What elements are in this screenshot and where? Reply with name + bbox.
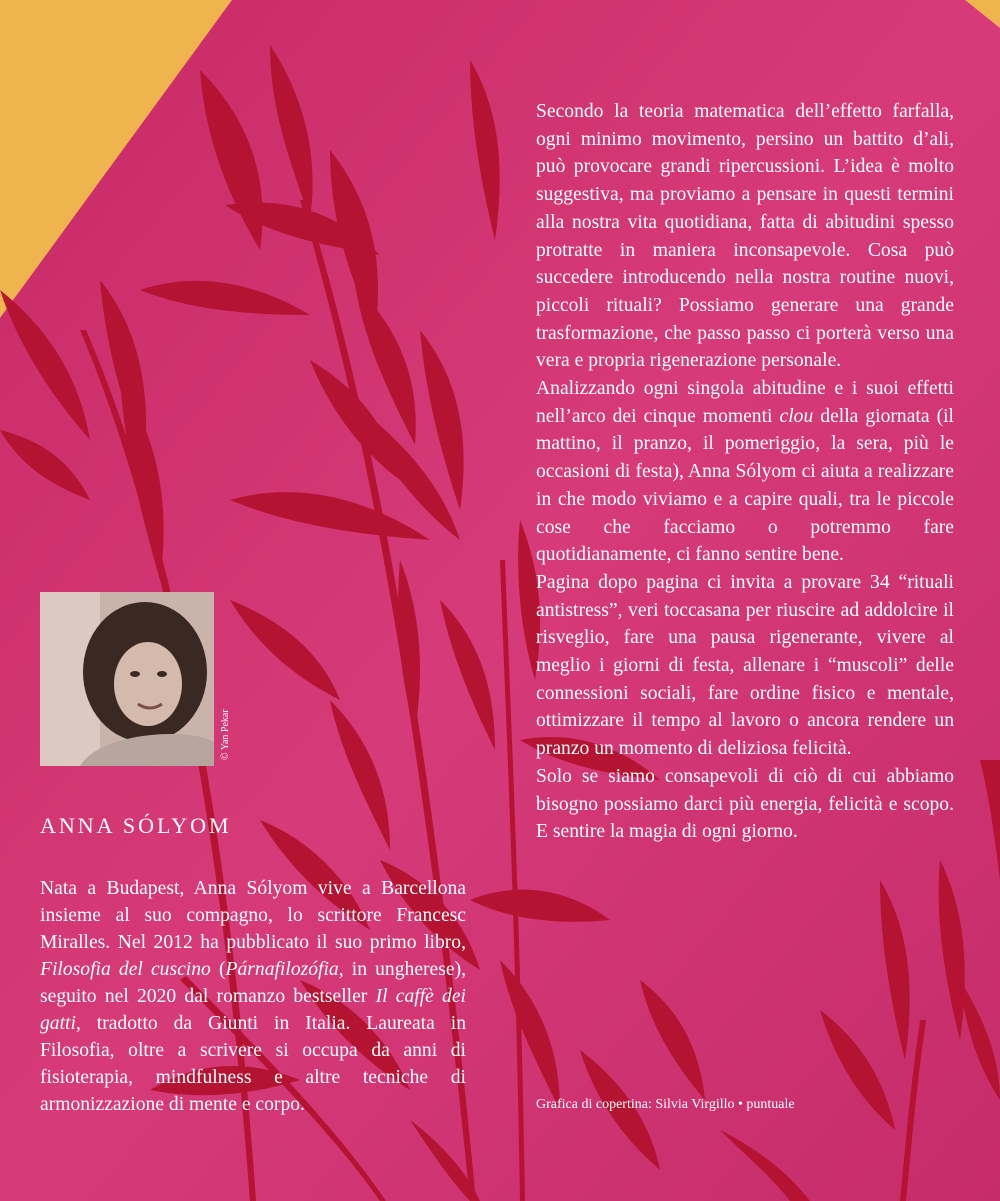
author-bio — [40, 875, 466, 1118]
author-photo — [40, 592, 214, 766]
photo-credit: © Yan Pekar — [220, 709, 231, 760]
blurb-paragraph-2-text-a: Analizzando ogni singola abitudine e i suoi effetti nell’arco dei cinque momenti — [536, 378, 954, 427]
blurb-paragraph-4: Solo se siamo consapevoli di ciò di cui abbiamo bisogno possiamo darci più energia, felicità e scopo. E sentire la magia di ogni giorno. — [536, 765, 954, 843]
bio-book-original-title: Párnafilozófia — [225, 959, 339, 980]
portrait-illustration — [40, 592, 214, 766]
bio-text-1: Nata a Budapest, Anna Sólyom vive a Barcellona insieme al suo compagno, lo scrittore Francesc Miralles. Nel 2012 ha pubblicato il suo primo libro, — [40, 878, 466, 953]
book-blurb — [536, 98, 954, 846]
blurb-paragraph-2-italic: clou — [779, 405, 814, 427]
blurb-paragraph-2-text-b: della giornata (il mattino, il pranzo, il pomeriggio, la sera, più le occasioni di festa), Anna Sólyom ci aiuta a realizzare in che modo viviamo e a capire quali, tra le piccole cose che facciamo o potremmo fare quotidianamente, ci fanno sentire bene. — [536, 405, 954, 566]
bio-text-2: ( — [210, 959, 226, 980]
bio-text-3: , in ungherese), seguito nel 2020 dal romanzo bestseller — [40, 959, 466, 1007]
bio-book-title-1: Filosofia del cuscino — [40, 959, 211, 980]
blurb-paragraph-3: Pagina dopo pagina ci invita a provare 34 “rituali antistress”, veri toccasana per riuscire ad addolcire il risveglio, fare una pausa rigenerante, vivere al meglio i giorni di festa, allenare i “muscoli” delle connessioni sociali, fare ordine fisico e mentale, ottimizzare il tempo al lavoro o ancora rendere un pranzo un momento di deliziosa felicità. — [536, 571, 954, 760]
bio-book-title-2: Il caffè dei gatti — [40, 986, 466, 1034]
blurb-paragraph-1: Secondo la teoria matematica dell’effetto farfalla, ogni minimo movimento, persino un battito d’ali, può provocare grandi ripercussioni. L’idea è molto suggestiva, ma proviamo a pensare in questi termini alla nostra vita quotidiana, fatta di abitudini spesso protratte in maniera inconsapevole. Cosa può succedere introducendo nella nostra routine nuovi, piccoli rituali? Possiamo generare una grande trasformazione, che passo passo ci porterà verso una vera e propria rigenerazione personale. — [536, 101, 954, 372]
blurb-paragraph-2 — [536, 375, 954, 569]
author-name: ANNA SÓLYOM — [40, 813, 232, 838]
cover-design-credit: Grafica di copertina: Silvia Virgillo • puntuale — [536, 1097, 795, 1112]
bio-text-4: , tradotto da Giunti in Italia. Laureata in Filosofia, oltre a scrivere si occupa da anni di fisioterapia, mindfulness e altre tecniche di armonizzazione di mente e corpo. — [40, 1013, 466, 1115]
